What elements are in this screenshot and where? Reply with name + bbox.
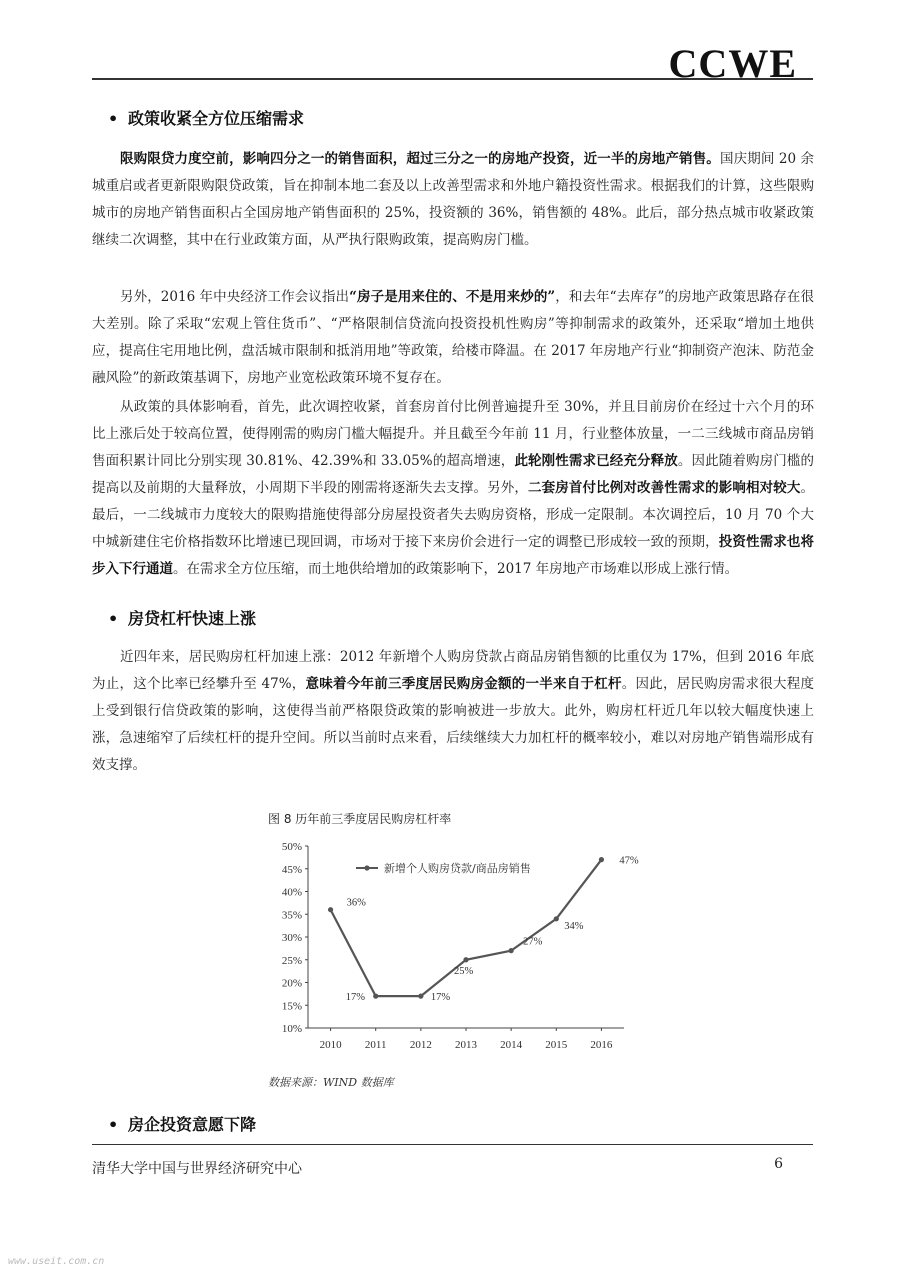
y-tick-label: 40%: [281, 886, 302, 899]
chart-legend: [356, 861, 531, 875]
legend-label: 新增个人购房贷款/商品房销售: [384, 862, 531, 875]
section-heading-policy: [108, 106, 304, 129]
y-tick-label: 15%: [281, 1000, 302, 1013]
emphasis-text: 此轮刚性需求已经充分释放: [514, 453, 678, 469]
emphasis-text: 限购限贷力度空前，影响四分之一的销售面积，超过三分之一的房地产投资，近一半的房地产销售。: [120, 151, 720, 167]
x-tick-label: 2015: [545, 1039, 568, 1051]
x-tick-label: 2013: [455, 1039, 477, 1051]
y-tick-label: 45%: [281, 863, 302, 876]
ccwe-logo: CCWE: [668, 41, 797, 86]
y-tick-label: 30%: [281, 932, 302, 944]
watermark: www.useit.com.cn: [8, 1256, 105, 1267]
body-text: 国庆期间 20 余城重启或者更新限购限贷政策，旨在抑制本地二套及以上改善型需求和外地户籍投资性需求。根据我们的计算，这些限购城市的房地产销售面积占全国房地产销售面积的 25%，投资额的 36%，销售额的 48%。此后，部分热点城市收紧政策继续二次调整，其中在行业政策方面，从严执行限购政策，提高购房门槛。: [92, 151, 815, 248]
section-heading-text: 房贷杠杆快速上涨: [128, 609, 257, 628]
body-text: 。最后，一二线城市力度较大的限购措施使得部分房屋投资者失去购房资格，形成一定限制。本次调控后，10 月 70 个大中城新建住宅价格指数环比增速已现回调，市场对于接下来房价会进行一定的调整已形成较一致的预期，: [92, 480, 814, 550]
body-text: 。在需求全方位压缩，而土地供给增加的政策影响下，2017 年房地产市场难以形成上涨行情。: [173, 561, 739, 577]
section-heading-leverage: [108, 606, 256, 629]
data-label: 47%: [619, 855, 639, 867]
data-point: [463, 957, 468, 962]
footer-organization: 清华大学中国与世界经济研究中心: [92, 1161, 302, 1177]
bullet-icon: •: [108, 1115, 119, 1134]
data-point: [328, 907, 333, 912]
y-tick-label: 50%: [281, 841, 302, 853]
body-text: ，和去年“去库存”的房地产政策思路存在很大差别。除了采取“宏观上管住货币”、“严格限制信贷流向投资投机性购房”等抑制需求的政策外，还采取“增加土地供应，提高住宅用地比例，盘活城市限制和抵消用地”等政策，给楼市降温。在 2017 年房地产行业“抑制资产泡沫、防范金融风险”的新政策基调下，房地产业宽松政策环境不复存在。: [92, 289, 814, 386]
body-text: 从政策的具体影响看，首先，此次调控收紧，首套房首付比例普遍提升至 30%，并且目前房价在经过十六个月的环比上涨后处于较高位置，使得刚需的购房门槛大幅提升。并且截至今年前 11 月，行业整体放量，一二三线城市商品房销售面积累计同比分别实现 30.81%、42.39%和 33.05%的超高增速，: [92, 399, 814, 469]
paragraph-policy-2: [92, 284, 814, 392]
emphasis-text: 意味着今年前三季度居民购房金额的一半来自于杠杆: [305, 676, 622, 692]
paragraph-leverage-1: [92, 644, 814, 779]
data-point: [599, 857, 604, 862]
y-tick-label: 10%: [281, 1023, 302, 1035]
data-label: 17%: [345, 992, 365, 1004]
section-heading-text: 政策收紧全方位压缩需求: [128, 109, 305, 128]
section-heading-text: 房企投资意愿下降: [128, 1115, 257, 1134]
data-label: 17%: [430, 992, 451, 1004]
body-text: 。因此随着购房门槛的提高以及前期的大量释放，小周期下半段的刚需将逐渐失去支撑。另外，: [92, 453, 815, 496]
x-tick-label: 2012: [409, 1039, 432, 1051]
emphasis-text: “房子是用来住的、不是用来炒的”: [349, 289, 556, 305]
body-text: 。因此，居民购房需求很大程度上受到银行信贷政策的影响，这使得当前严格限贷政策的影响被进一步放大。此外，购房杠杆近几年以较大幅度快速上涨，急速缩窄了后续杠杆的提升空间。所以当前时点来看，后续继续大力加杠杆的概率较小，难以对房地产销售端形成有效支撑。: [92, 676, 815, 773]
figure-title: 图 8 历年前三季度居民购房杠杆率: [268, 812, 452, 826]
x-tick-label: 2010: [319, 1039, 342, 1051]
data-label: 25%: [454, 965, 474, 977]
data-point: [509, 948, 514, 953]
bullet-icon: •: [108, 609, 119, 628]
data-label: 34%: [564, 920, 584, 932]
data-source: 数据来源：WIND 数据库: [268, 1076, 394, 1089]
y-tick-label: 20%: [281, 977, 302, 990]
data-label: 27%: [523, 936, 543, 948]
data-point: [554, 916, 559, 921]
y-tick-label: 25%: [281, 954, 302, 967]
data-point: [418, 994, 423, 999]
data-label: 36%: [346, 897, 366, 909]
chart-marks: [328, 856, 639, 1004]
emphasis-text: 投资性需求也将步入下行通道: [92, 534, 814, 577]
x-tick-label: 2011: [364, 1039, 387, 1051]
leverage-line-chart: [262, 832, 642, 1064]
body-text: 近四年来，居民购房杠杆加速上涨：2012 年新增个人购房贷款占商品房销售额的比重仅为 17%，但到 2016 年底为止，这个比率已经攀升至 47%，: [92, 649, 814, 692]
legend-marker: [364, 865, 369, 870]
x-tick-label: 2016: [590, 1039, 613, 1051]
y-tick-label: 35%: [281, 909, 302, 922]
data-point: [373, 994, 378, 999]
page-number: 6: [774, 1156, 783, 1172]
bullet-icon: •: [108, 109, 119, 128]
emphasis-text: 二套房首付比例对改善性需求的影响相对较大: [528, 480, 801, 496]
footer-rule: [92, 1144, 813, 1145]
section-heading-investment: [108, 1112, 256, 1135]
body-text: 另外，2016 年中央经济工作会议指出: [120, 289, 350, 305]
paragraph-policy-1: [92, 146, 814, 254]
paragraph-policy-3: [92, 394, 814, 583]
header-rule: [92, 78, 813, 80]
x-tick-label: 2014: [500, 1039, 523, 1051]
